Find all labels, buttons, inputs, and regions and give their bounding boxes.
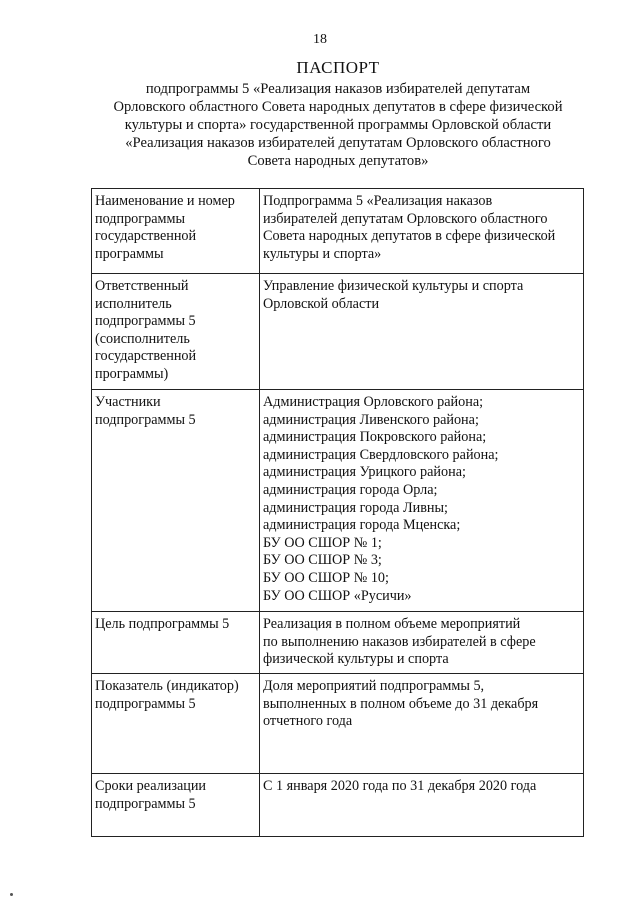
label-line: подпрограммы 5 xyxy=(95,795,196,812)
value-line: БУ ОО СШОР № 1; xyxy=(263,534,382,551)
subtitle-line: Совета народных депутатов» xyxy=(247,153,429,169)
label-line: (соисполнитель xyxy=(95,330,190,347)
value-line: по выполнению наказов избирателей в сфере xyxy=(263,633,536,650)
value-line: БУ ОО СШОР № 3; xyxy=(263,552,382,569)
value-line: Администрация Орловского района; xyxy=(263,394,484,410)
document-heading xyxy=(88,58,588,170)
value-line: Доля мероприятий подпрограммы 5, xyxy=(263,678,485,694)
label-line: государственной xyxy=(95,348,197,365)
label-line: Показатель (индикатор) xyxy=(95,678,239,694)
value-line: физической культуры и спорта xyxy=(263,651,449,668)
subtitle-line: Орловского областного Совета народных депутатов в сфере физической xyxy=(113,99,563,115)
page-number: 18 xyxy=(313,32,327,47)
subtitle-line: культуры и спорта» государственной программы Орловской области xyxy=(124,117,552,133)
row-value-cell xyxy=(260,189,584,274)
row-value-cell xyxy=(260,390,584,612)
label-line: подпрограммы 5 xyxy=(95,313,196,330)
label-line: Цель подпрограммы 5 xyxy=(95,616,230,632)
subtitle-line: подпрограммы 5 «Реализация наказов избирателей депутатам xyxy=(145,81,531,97)
value-line: администрация Ливенского района; xyxy=(263,411,479,428)
table-row xyxy=(92,390,584,612)
value-line: администрация Урицкого района; xyxy=(263,464,466,481)
value-line: избирателей депутатам Орловского областного xyxy=(263,210,548,227)
label-line: подпрограммы xyxy=(95,210,185,227)
value-line: Совета народных депутатов в сфере физической xyxy=(263,228,556,245)
value-line: администрация города Ливны; xyxy=(263,499,448,516)
value-line: Орловской области xyxy=(263,295,380,312)
table-row xyxy=(92,189,584,274)
row-value-cell xyxy=(260,674,584,774)
label-line: Наименование и номер xyxy=(95,193,235,209)
label-line: Сроки реализации xyxy=(95,778,207,794)
value-line: администрация города Орла; xyxy=(263,481,438,498)
row-label-cell xyxy=(92,674,260,774)
document-subtitle xyxy=(88,80,588,170)
row-value-cell xyxy=(260,612,584,674)
label-line: подпрограммы 5 xyxy=(95,695,196,712)
value-line: Подпрограмма 5 «Реализация наказов xyxy=(263,193,493,209)
value-line: С 1 января 2020 года по 31 декабря 2020 года xyxy=(263,778,537,794)
label-line: программы) xyxy=(95,365,169,382)
value-line: Реализация в полном объеме мероприятий xyxy=(263,616,521,632)
label-line: программы xyxy=(95,245,164,262)
row-label-cell xyxy=(92,612,260,674)
row-label-cell xyxy=(92,390,260,612)
label-line: исполнитель xyxy=(95,295,172,312)
table-row xyxy=(92,274,584,390)
row-label-cell xyxy=(92,189,260,274)
row-value-cell xyxy=(260,274,584,390)
row-label-cell xyxy=(92,774,260,837)
value-line: отчетного года xyxy=(263,713,353,730)
row-value-cell xyxy=(260,774,584,837)
value-line: администрация Покровского района; xyxy=(263,429,487,446)
value-line: культуры и спорта» xyxy=(263,245,382,262)
document-title: ПАСПОРТ xyxy=(296,58,380,77)
passport-table xyxy=(91,188,584,837)
value-line: выполненных в полном объеме до 31 декабря xyxy=(263,695,539,712)
value-line: администрация города Мценска; xyxy=(263,517,461,534)
table-row xyxy=(92,612,584,674)
value-line: администрация Свердловского района; xyxy=(263,446,499,463)
table-row xyxy=(92,774,584,837)
value-line: Управление физической культуры и спорта xyxy=(263,278,524,294)
label-line: Участники xyxy=(95,394,161,410)
label-line: государственной xyxy=(95,228,197,245)
label-line: подпрограммы 5 xyxy=(95,411,196,428)
table-row xyxy=(92,674,584,774)
row-label-cell xyxy=(92,274,260,390)
scan-dot xyxy=(10,893,13,896)
value-line: БУ ОО СШОР № 10; xyxy=(263,569,389,586)
subtitle-line: «Реализация наказов избирателей депутатам Орловского областного xyxy=(125,135,551,151)
value-line: БУ ОО СШОР «Русичи» xyxy=(263,587,412,604)
label-line: Ответственный xyxy=(95,278,189,294)
